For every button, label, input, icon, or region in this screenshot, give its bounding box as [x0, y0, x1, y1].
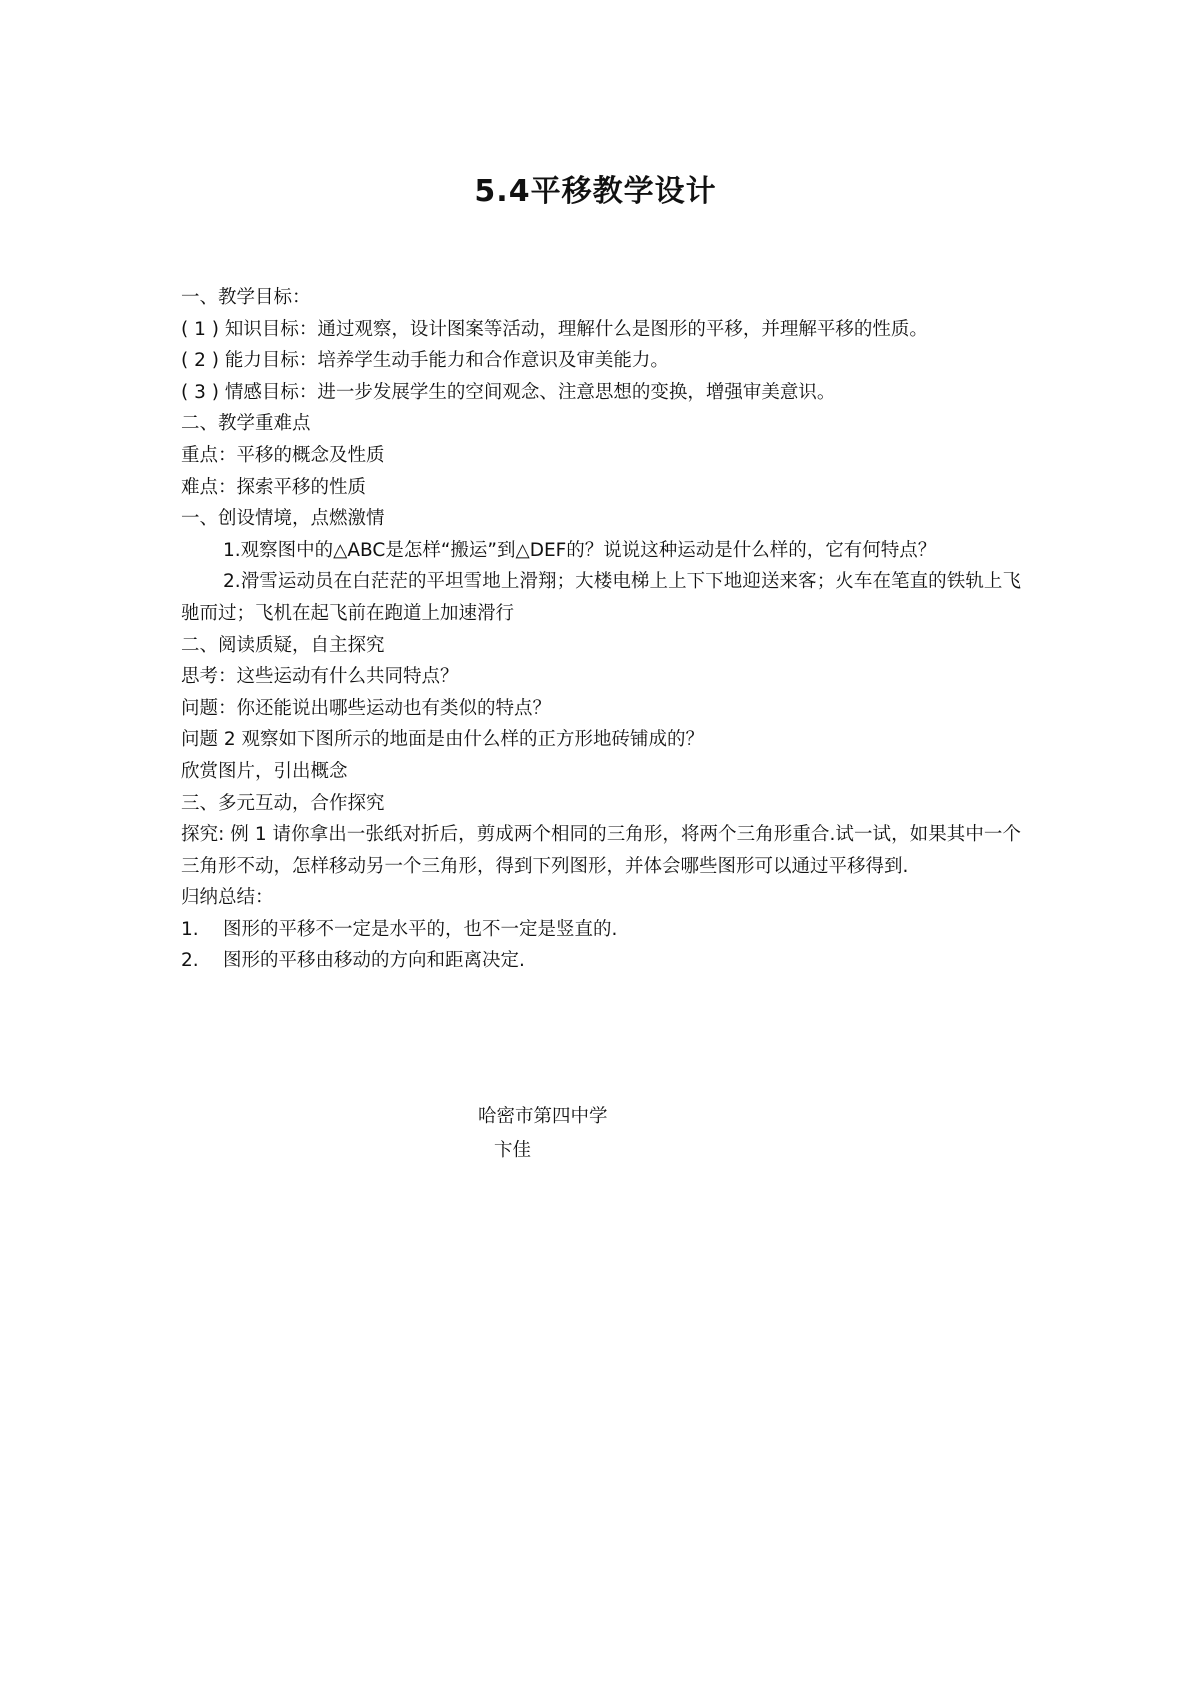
summary-item-1 [181, 914, 1021, 946]
author-name: 卞佳 [494, 1140, 532, 1161]
explore-paragraph: 探究: 例 1 请你拿出一张纸对折后，剪成两个相同的三角形，将两个三角形重合.试一试，如果其中一个三角形不动，怎样移动另一个三角形，得到下列图形，并体会哪些图形可以通过平移得到. [181, 824, 1021, 877]
section-2-heading: 二、阅读质疑，自主探究 [181, 634, 385, 656]
document-title: 5.4平移教学设计 [474, 174, 717, 209]
summary-heading: 归纳总结： [181, 887, 274, 909]
section-1-heading: 一、创设情境，点燃激情 [181, 508, 385, 530]
difficult-point: 难点：探索平移的性质 [181, 476, 367, 498]
goals-heading: 一、教学目标： [181, 287, 311, 308]
summary-item-2-text: 图形的平移由移动的方向和距离决定. [223, 950, 525, 972]
section-1-paragraph-2: 2.滑雪运动员在白茫茫的平坦雪地上滑翔；大楼电梯上上下下地迎送来客；火车在笔直的铁轨上飞驰而过；飞机在起飞前在跑道上加速滑行 [181, 571, 1021, 624]
document-body [181, 282, 1021, 977]
question-1: 问题：你还能说出哪些运动也有类似的特点？ [181, 697, 552, 719]
goal-knowledge: ( 1 ) 知识目标：通过观察，设计图案等活动，理解什么是图形的平移，并理解平移的性质。 [181, 318, 928, 340]
section-3-heading: 三、多元互动，合作探究 [181, 792, 385, 814]
school-name: 哈密市第四中学 [478, 1106, 608, 1127]
goal-ability: ( 2 ) 能力目标：培养学生动手能力和合作意识及审美能力。 [181, 350, 669, 372]
question-2: 问题 2 观察如下图所示的地面是由什么样的正方形地砖铺成的？ [181, 729, 705, 751]
appreciate-line: 欣赏图片，引出概念 [181, 760, 348, 782]
section-1-paragraph-1: 1.观察图中的△ABC是怎样“搬运”到△DEF的？说说这种运动是什么样的，它有何特点？ [223, 539, 937, 561]
summary-item-1-text: 图形的平移不一定是水平的，也不一定是竖直的. [223, 918, 618, 940]
key-point: 重点：平移的概念及性质 [181, 444, 385, 466]
goal-emotion: ( 3 ) 情感目标：进一步发展学生的空间观念、注意思想的变换，增强审美意识。 [181, 381, 836, 403]
summary-item-1-number: 1. [181, 918, 199, 940]
summary-item-2 [181, 945, 1021, 977]
think-question: 思考：这些运动有什么共同特点？ [181, 666, 459, 688]
key-points-heading: 二、教学重难点 [181, 413, 311, 435]
summary-item-2-number: 2. [181, 950, 199, 972]
